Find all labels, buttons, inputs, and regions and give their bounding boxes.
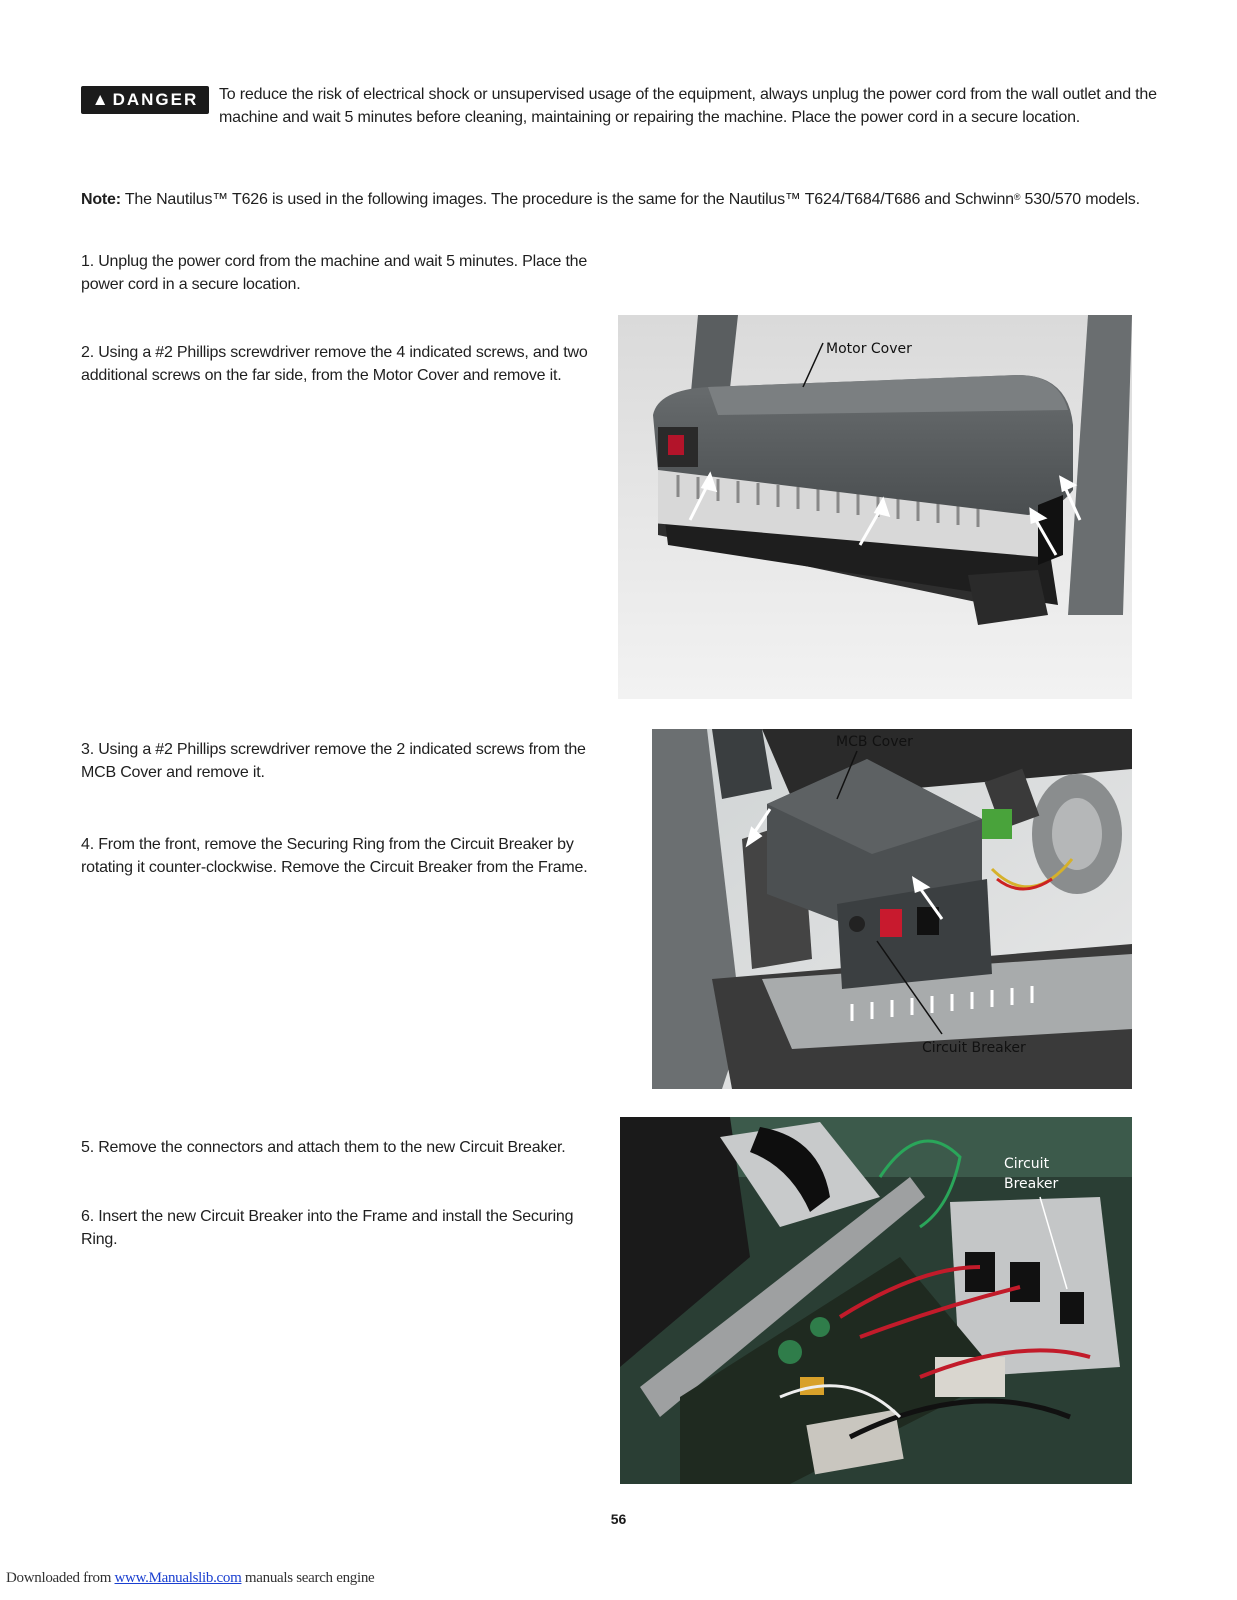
step-4: 4. From the front, remove the Securing Ring from the Circuit Breaker by rotating it counter-clockwise. Remove the Circuit Breaker from the Frame. xyxy=(81,836,588,876)
footer-suffix: manuals search engine xyxy=(241,1570,375,1586)
note-text-before: The Nautilus™ T626 is used in the following images. The procedure is the same for the Nautilus™ T624/T684/T686 and Schwinn xyxy=(124,191,1014,208)
danger-badge xyxy=(81,86,209,114)
step-6: 6. Insert the new Circuit Breaker into the Frame and install the Securing Ring. xyxy=(81,1208,574,1248)
breaker-caption-line2: Breaker xyxy=(1004,1176,1059,1192)
manualslib-link[interactable]: www.Manualslib.com xyxy=(114,1570,242,1586)
download-footer xyxy=(6,1570,374,1587)
step-1: 1. Unplug the power cord from the machine and wait 5 minutes. Place the power cord in a secure location. xyxy=(81,253,588,293)
footer-prefix: Downloaded from xyxy=(6,1570,115,1586)
circuit-breaker-wiring-photo xyxy=(620,1117,1132,1484)
registered-mark: ® xyxy=(1013,192,1021,202)
page-number: 56 xyxy=(610,1511,627,1527)
mcb-cover-caption: MCB Cover xyxy=(836,734,913,750)
circuit-caption-line1: Circuit xyxy=(1004,1156,1050,1172)
note-text-after: 530/570 models. xyxy=(1020,191,1140,208)
motor-cover-caption: Motor Cover xyxy=(826,341,912,357)
danger-text: To reduce the risk of electrical shock or unsupervised usage of the equipment, always unplug the power cord from the wall outlet and the machine and wait 5 minutes before cleaning, maintaining or repairing the machine. Place the power cord in a secure location. xyxy=(219,86,1157,126)
mcb-cover-photo xyxy=(652,729,1132,1089)
circuit-breaker-caption: Circuit Breaker xyxy=(922,1040,1026,1056)
danger-badge-label: DANGER xyxy=(112,90,199,109)
warning-triangle-icon: ▲ xyxy=(91,90,109,109)
step-3: 3. Using a #2 Phillips screwdriver remove the 2 indicated screws from the MCB Cover and remove it. xyxy=(81,741,586,781)
note-label: Note: xyxy=(81,191,121,208)
motor-cover-photo xyxy=(618,315,1132,699)
note-paragraph xyxy=(81,186,1141,211)
step-5: 5. Remove the connectors and attach them to the new Circuit Breaker. xyxy=(81,1139,566,1156)
step-2: 2. Using a #2 Phillips screwdriver remove the 4 indicated screws, and two additional screws on the far side, from the Motor Cover and remove it. xyxy=(81,344,588,384)
